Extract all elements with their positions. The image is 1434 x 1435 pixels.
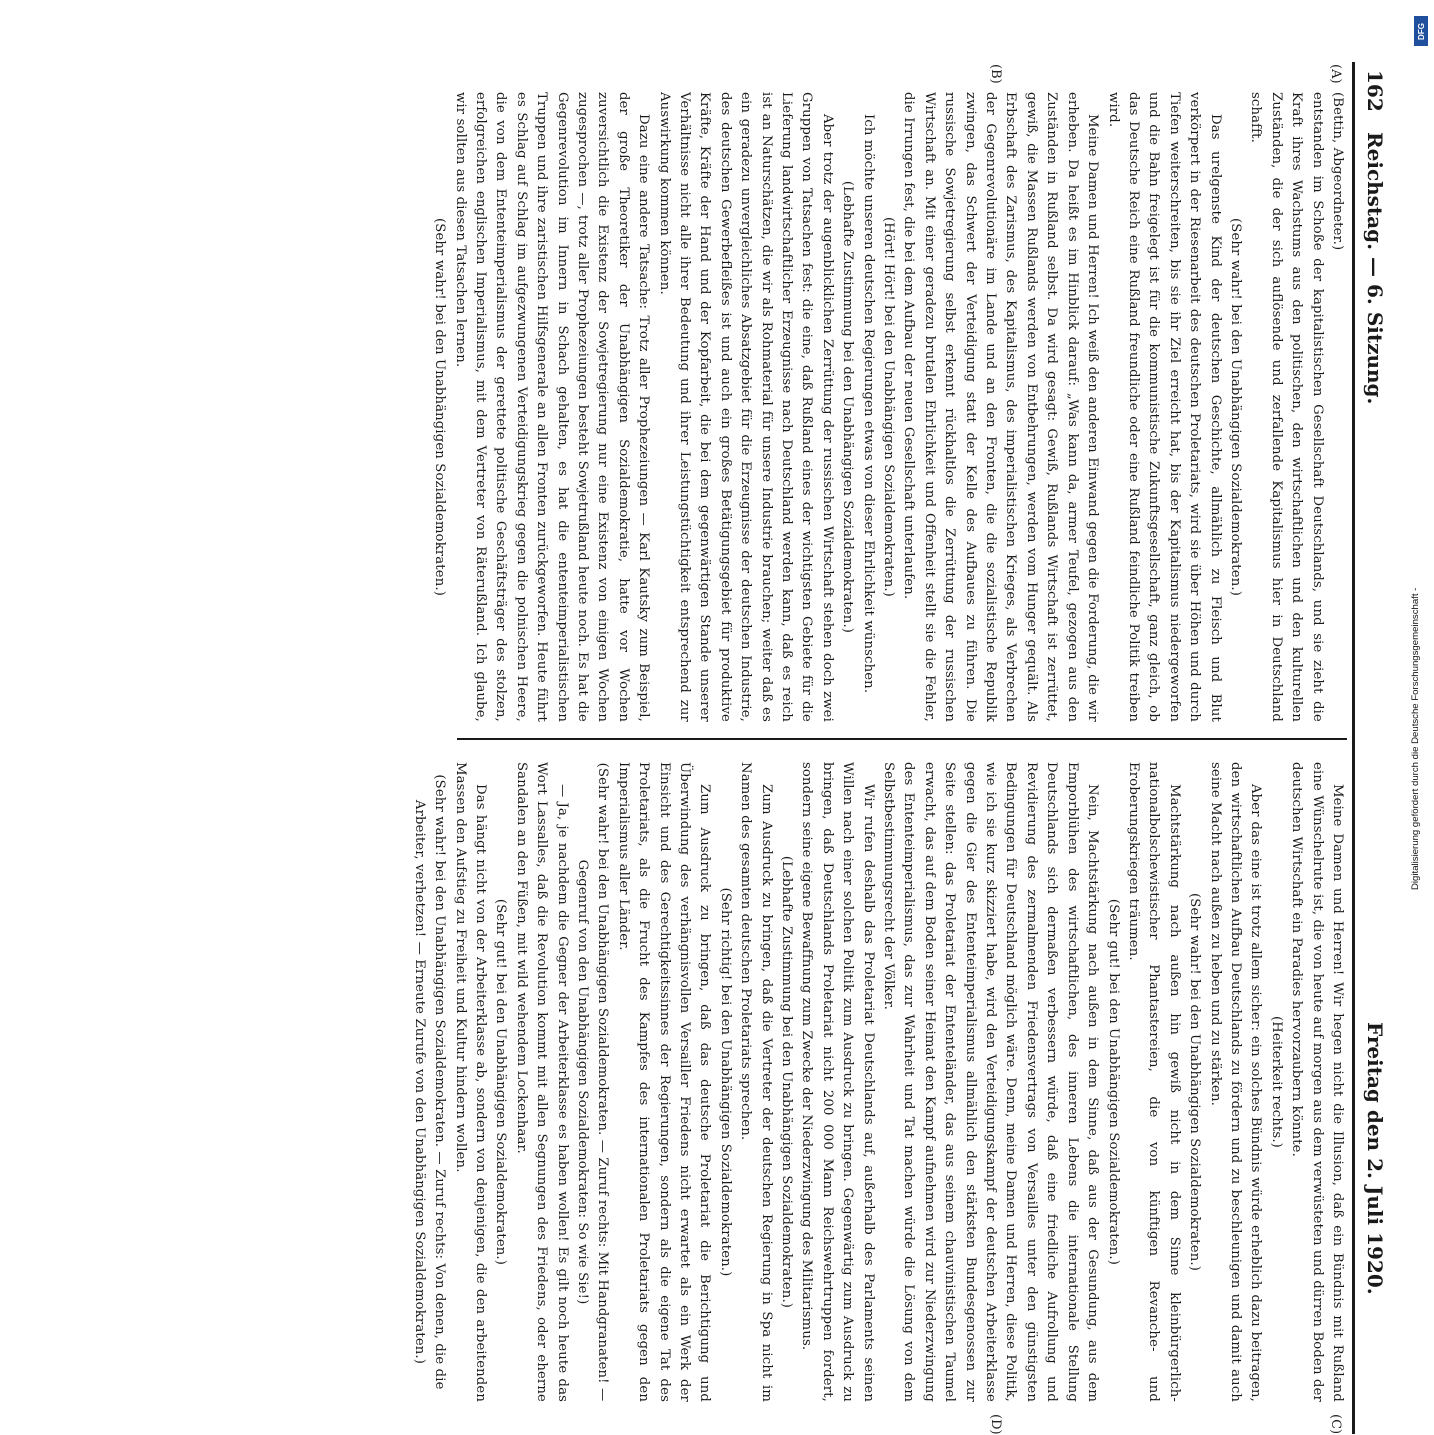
rotated-page <box>23 62 1395 1435</box>
margin-letter-a: (A) <box>1328 64 1343 84</box>
paragraph: Meine Damen und Herren! Ich weiß den anderen Einwand gegen die Forderung, die wir erheben. Da heißt es im Hinblick darauf: „Was kann da, armer Teufel, gezogen aus den Zuständen in Rußland selbst. Da wird gesagt: Gewiß, Rußlands Wirtschaft ist zerrüttet, gewiß, die Massen Rußlands werden von Entbehrungen, werden vom Hunger gequält. Als Erbschaft des Zarismus, des Kapitalismus, des imperialistischen Krieges, als Verbrechen der Gegenrevolutionäre im Lande und an den Fronten, die die sozialistische Republik zwingen, das Schwert der Verteidigung statt der Kelle des Aufbaues zu führen. Die russische Sowjetregierung selbst erkennt rückhaltlos die Zerrüttung der russischen Wirtschaft an. Mit einer geradezu brutalen Ehrlichkeit und Offenheit stellt sie die Fehler, die Irrungen fest, die bei dem Aufbau der neuen Gesellschaft unterlaufen. <box>901 92 1101 722</box>
interjection: (Sehr gut! bei den Unabhängigen Sozialdemokraten.) <box>1105 898 1121 1266</box>
paragraph: — Ja, je nachdem die Gegner der Arbeiterklasse es haben wollen! Es gilt noch heute das Wort Lassalles, daß die Revolution kommt mit allen Segnungen des Friedens, oder eherne Sandalen an den Füßen, mit wild wehendem Lockenhaar. <box>513 762 570 1402</box>
paragraph: Zum Ausdruck zu bringen, daß die Vertreter der deutschen Regierung in Spa nicht im Namen des gesamten deutschen Proletariats sprechen. <box>738 762 774 1402</box>
margin-letter-c: (C) <box>1328 1414 1343 1435</box>
paragraph: Nein, Machtstärkung nach außen in dem Sinne, daß aus der Gesundung, aus dem Emporblühen des wirtschaftlichen, des inneren Lebens die internationale Stellung Deutschlands sich dermaßen verbessern würde, daß eine friedliche Aufrollung und Revidierung des zermalmenden Friedensvertrags von Versailles unter den günstigsten Bedingungen für Deutschland möglich wäre. Denn, meine Damen und Herren, diese Politik, wie ich sie kurz skizziert habe, wird den Verteidigungskampf der deutschen Arbeiterklasse gegen die Gier des Ententeimperialismus allmählich den stärksten Bundesgenossen zur Seite stellen: das Proletariat der Ententeländer, das aus seinem chauvinistischen Taumel erwacht, das auf dem Boden seiner Heimat den Kampf aufnehmen wird zur Niederzwingung des Ententeimperialismus, das zur Wahrheit und Tat machen würde die Lösung von dem Selbstbestimmungsrecht der Völker. <box>881 762 1101 1402</box>
paragraph: Zum Ausdruck zu bringen, daß das deutsche Proletariat die Berichtigung und Überwindung des verhängnisvollen Versailler Friedens nicht erwartet als ein Werk der Einsicht und des Gerechtigkeitssinnes der Regierungen, sondern als die eigene Tat des Proletariats, als die Frucht des Kampfes des internationalen Proletariats gegen den Imperialismus aller Länder. <box>615 762 713 1402</box>
paragraph: Das urelgenste Kind der deutschen Geschichte, allmählich zu Fleisch und Blut verkörpert in der Riesenarbeit des deutschen Proletariats, wird sie über Höhen und durch Tiefen weiterschreiten, bis sie ihr Ziel erreicht hat, bis der Kapitalismus niedergeworfen und die Bahn freigelegt ist für die kommunistische Zukunftsgesellschaft, ganz gleich, ob das Deutsche Reich eine Rußland freundliche oder eine Rußland feindliche Politik treiben wird. <box>1105 92 1223 722</box>
column-divider <box>457 738 1347 740</box>
header-right-title: Freitag den 2. Juli 1920. <box>1363 1022 1387 1295</box>
interjection: (Sehr wahr! bei den Unabhängigen Sozialdemokraten.) <box>432 217 448 596</box>
interjection: (Sehr wahr! bei den Unabhängigen Sozialdemokraten. — Zuruf rechts: Mit Handgranaten! — Gegenruf von den Unabhängigen Sozialdemokraten: So wie Sie!) <box>574 762 611 1402</box>
paragraph: Aber das eine ist trotz allem sicher: ein solches Bündnis würde erheblich dazu beitragen, den wirtschaftlichen Aufbau Deutschlands zu fördern und zu beschleunigen und damit auch seine Macht nach außen zu heben und zu stärken. <box>1207 762 1264 1402</box>
right-text-column <box>411 762 1347 1402</box>
paragraph: Wir rufen deshalb das Proletariat Deutschlands auf, außerhalb des Parlaments seinen Willen nach einer solchen Politik zum Ausdruck zu bringen. Gegenwärtig zum Ausdruck zu bringen, daß Deutschlands Proletariat nicht 200 000 Mann Reichswehrtruppen fordert, sondern seine eigene Bewaffnung zum Zwecke der Niederzwingung des Militarismus. <box>799 762 876 1402</box>
interjection: (Sehr wahr! bei den Unabhängigen Sozialdemokraten.) <box>1187 892 1203 1271</box>
interjection: (Lebhafte Zustimmung bei den Unabhängigen Sozialdemokraten.) <box>779 855 795 1309</box>
dfg-logo <box>1414 16 1428 46</box>
paragraph: Dazu eine andere Tatsache: Trotz aller Prophezeiungen — Karl Kautsky zum Beispiel, der große Theoretiker der Unabhängigen Sozialdemokratie, hatte vor Wochen zuversichtlich die Existenz der Sowjetregierung nur eine Existenz von einigen Wochen zugesprochen —, trotz aller Prophezeiungen besteht Sowjetrußland heute noch. Es hat die Gegenrevolution im Innern in Schach gehalten, es hat die ententeimperialistischen Truppen und ihre zaristischen Hilfsgenerale an allen Fronten zurückgeworfen. Heute führt es Schlag auf Schlag im aufgezwungenen Verteidigungskrieg gegen die polnischen Heere, die von dem Ententeimperialismus der gerettete politische Geschäftsträger des stolzen, erfolgreichen englischen Imperialismus, mit dem Vertreter von Räterußland. Ich glaube, wir sollten aus diesen Tatsachen lernen. <box>452 92 652 722</box>
interjection: (Hört! Hört! bei den Unabhängigen Sozialdemokraten.) <box>881 217 897 597</box>
interjection: (Sehr gut! bei den Unabhängigen Sozialdemokraten.) <box>493 898 509 1266</box>
dfg-logo-text: DFG <box>1416 22 1426 40</box>
header-rule <box>1352 62 1355 1434</box>
page-number: 162 <box>1363 70 1387 112</box>
interjection: (Lebhafte Zustimmung bei den Unabhängigen Sozialdemokraten.) <box>840 180 856 634</box>
paragraph: Das hängt nicht von der Arbeiterklasse ab, sondern von denjenigen, die den arbeitenden Massen den Aufstieg zu Freiheit und Kultur hindern wollen. <box>452 762 488 1402</box>
paragraph: entstanden im Schoße der kapitalistischen Gesellschaft Deutschlands, und sie zieht die Kraft ihres Wachstums aus den politischen, den wirtschaftlichen und den kulturellen Zuständen, die der sich auflösende und zerfallende Kapitalismus hier in Deutschland schafft. <box>1248 92 1325 722</box>
credit-text: Digitalisierung gefördert durch die Deutsche Forschungsgemeinschaft - <box>1410 587 1421 890</box>
digitization-credit <box>1406 10 1432 910</box>
speaker-line: (Bettin, Abgeordneter.) <box>1330 92 1345 251</box>
interjection: (Heiterkeit rechts.) <box>1268 1016 1284 1148</box>
interjection: (Sehr wahr! bei den Unabhängigen Sozialdemokraten.) <box>1227 217 1243 596</box>
left-text-column <box>432 92 1347 722</box>
paragraph: Machtstärkung nach außen hin gewiß nicht in dem Sinne kleinbürgerlich-nationalbolschewistischer Phantastereien, die von künftigen Revanche- und Eroberungskriegen träumen. <box>1125 762 1182 1402</box>
paragraph: Aber trotz der augenblicklichen Zerrüttung der russischen Wirtschaft stehen doch zwei Gruppen von Tatsachen fest: die eine, daß Rußland eines der wichtigsten Gebiete für die Lieferung landwirtschaftlicher Erzeugnisse nach Deutschland werden kann, daß es reich ist an Naturschätzen, die wir als Rohmaterial für unsere Industrie brauchen; weiter daß es ein geradezu unvergleichliches Absatzgebiet für die Erzeugnisse der deutschen Industrie, des deutschen Gewerbefleißes ist und auch ein großes Betätigungsgebiet für produktive Kräfte, Kräfte der Hand und der Kopfarbeit, die bei dem gegenwärtigen Stande unserer Verhältnisse nicht alle ihrer Bedeutung und ihrer Leistungstüchtigkeit entsprechend zur Auswirkung kommen können. <box>656 92 835 722</box>
paragraph: Meine Damen und Herren! Wir hegen nicht die Illusion, daß ein Bündnis mit Rußland eine Wünschelrute ist, die von heute auf morgen aus dem verwüsteten und dürren Boden der deutschen Wirtschaft ein Paradies hervorzaubern könnte. <box>1289 762 1345 1402</box>
header-left-title: Reichstag. — 6. Sitzung. <box>1363 132 1387 405</box>
margin-letter-b: (B) <box>988 64 1003 84</box>
interjection: (Sehr richtig! bei den Unabhängigen Sozialdemokraten.) <box>717 887 733 1277</box>
margin-letter-d: (D) <box>988 1414 1003 1435</box>
interjection: (Sehr wahr! bei den Unabhängigen Sozialdemokraten. — Zuruf rechts: Von denen, die die Arbeiter, verhetzen! — Erneute Zurufe von den Unabhängigen Sozialdemokraten.) <box>411 774 448 1390</box>
paragraph: Ich möchte unseren deutschen Regierungen etwas von dieser Ehrlichkeit wünschen. <box>860 114 876 694</box>
